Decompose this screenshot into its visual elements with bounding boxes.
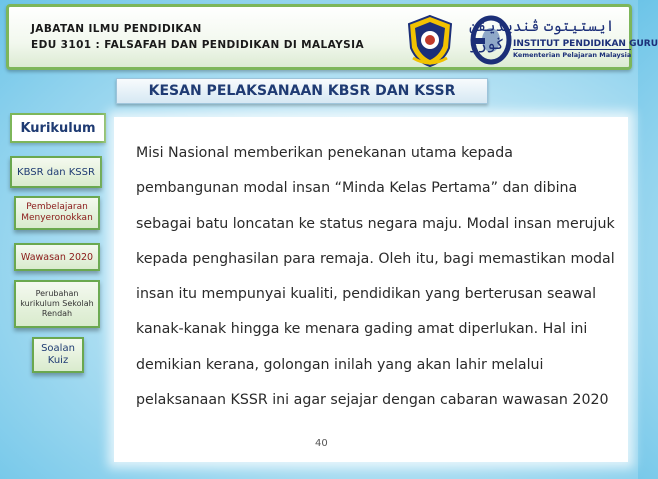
ipg-ministry: Kementerian Pelajaran Malaysia bbox=[513, 51, 632, 59]
header-bar bbox=[6, 4, 658, 70]
sidebar-heading: Kurikulum bbox=[10, 113, 106, 143]
slide-title: KESAN PELAKSANAAN KBSR DAN KSSR bbox=[116, 78, 488, 104]
sidebar-item-kbsr-kssr[interactable]: KBSR dan KSSR bbox=[10, 156, 102, 188]
state-crest-icon bbox=[403, 14, 457, 68]
department-name: JABATAN ILMU PENDIDIKAN bbox=[31, 23, 202, 35]
sidebar-item-soalan-kuiz[interactable]: Soalan Kuiz bbox=[32, 337, 84, 373]
ipg-divider bbox=[513, 49, 631, 50]
sidebar-item-pembelajaran[interactable]: Pembelajaran Menyeronokkan bbox=[14, 196, 100, 230]
sidebar-item-perubahan[interactable]: Perubahan kurikulum Sekolah Rendah bbox=[14, 280, 100, 328]
page-number: 40 bbox=[315, 438, 328, 449]
ipg-jawi-name: ايستيتوت ڤنديديقن ݢورو bbox=[469, 17, 615, 53]
content-panel bbox=[114, 117, 628, 462]
sidebar-item-wawasan[interactable]: Wawasan 2020 bbox=[14, 243, 100, 271]
ipg-logo bbox=[469, 15, 658, 65]
content-paragraph: Misi Nasional memberikan penekanan utama kepada pembangunan modal insan “Minda Kelas Pertama” dan dibina sebagai batu loncatan ke status negara maju. Modal insan merujuk kepada penghasilan para remaja. Oleh itu, bagi memastikan modal insan itu mempunyai kualiti, pendidikan yang berterusan seawal kanak-kanak hingga ke menara gading amat diperlukan. Hal ini demikian kerana, golongan inilah yang akan lahir melalui pelaksanaan KSSR ini agar sejajar dengan cabaran wawasan 2020 bbox=[136, 145, 615, 409]
course-name: EDU 3101 : FALSAFAH DAN PENDIDIKAN DI MALAYSIA bbox=[31, 39, 364, 51]
ipg-name: INSTITUT PENDIDIKAN GURU bbox=[513, 39, 658, 49]
